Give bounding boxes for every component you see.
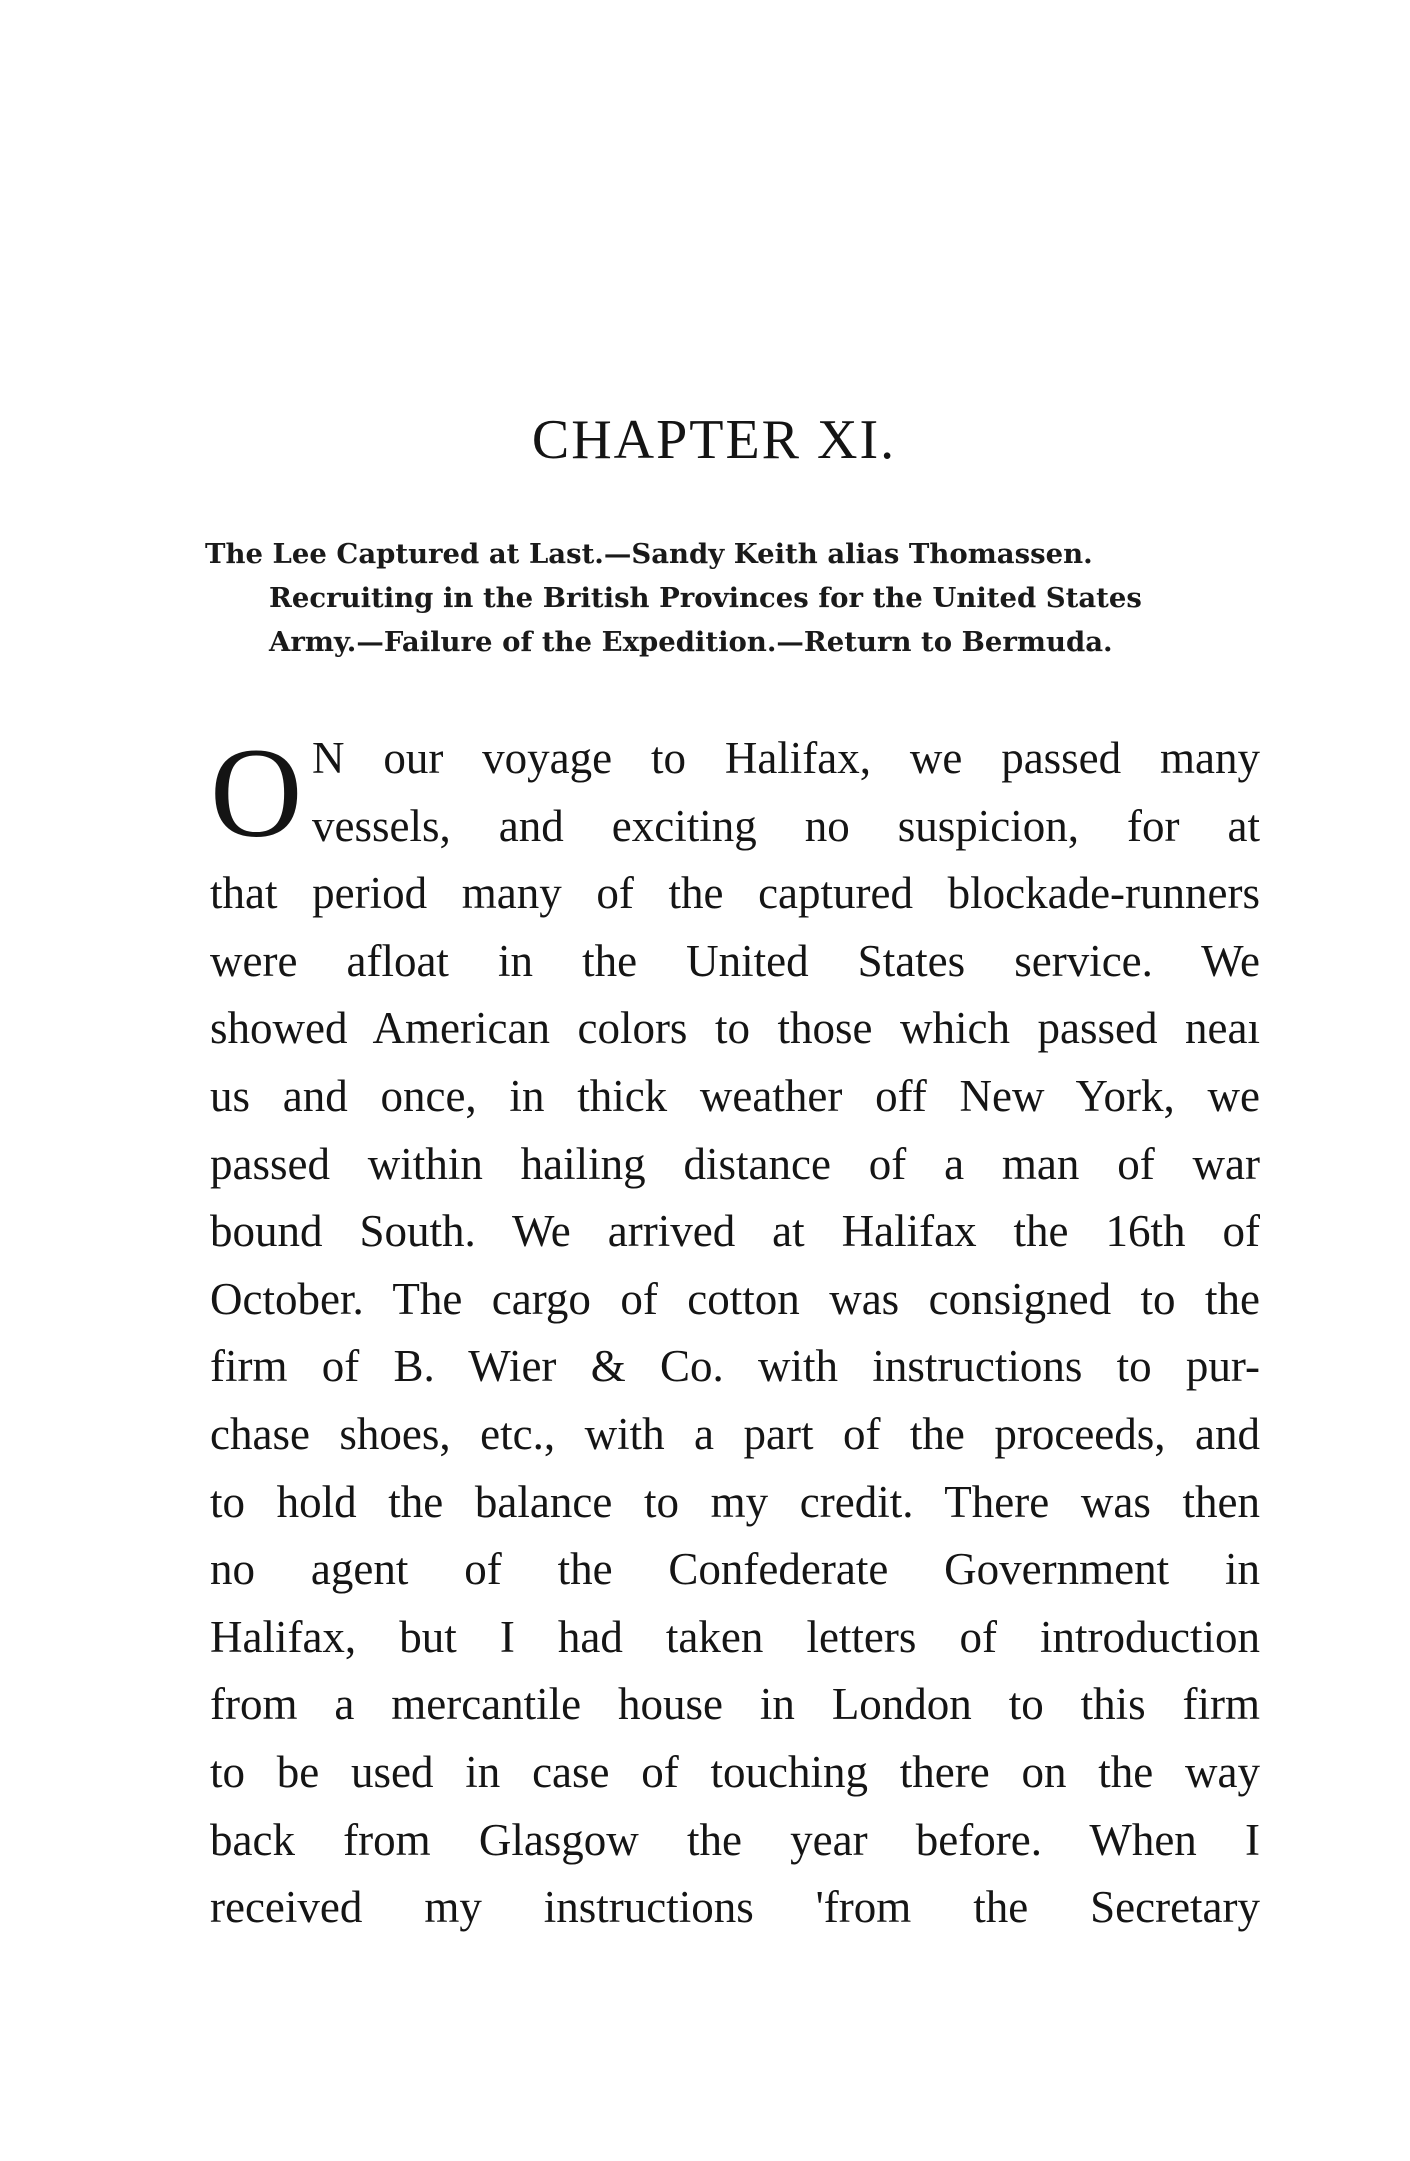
text-line: N our voyage to Halifax, we passed many [312, 733, 1260, 783]
text-line: showed American colors to those which passed neaı [210, 1003, 1260, 1054]
text-line: Halifax, but I had taken letters of introduction [210, 1611, 1260, 1662]
text-line: from a mercantile house in London to this firm [210, 1679, 1260, 1730]
opening-paragraph-start [210, 722, 1260, 864]
text-line: chase shoes, etc., with a part of the proceeds, and [210, 1408, 1260, 1459]
text-line: received my instructions 'from the Secretary [210, 1882, 1260, 1933]
text-line: passed within hailing distance of a man of war [210, 1138, 1260, 1189]
text-line: October. The cargo of cotton was consigned to the [210, 1273, 1260, 1324]
text-line: no agent of the Confederate Government in [210, 1544, 1260, 1595]
summary-line: Recruiting in the British Provinces for the United States [269, 582, 1142, 614]
summary-line: The Lee Captured at Last.—Sandy Keith alias Thomassen. [205, 538, 1093, 570]
text-line: us and once, in thick weather off New York, we [210, 1070, 1260, 1121]
text-line: were afloat in the United States service. We [210, 935, 1260, 986]
text-line: firm of B. Wier & Co. with instructions to pur- [210, 1341, 1260, 1392]
drop-cap: O [210, 722, 303, 864]
text-line: vessels, and exciting no suspicion, for at [312, 800, 1260, 851]
text-line: to be used in case of touching there on the way [210, 1746, 1260, 1797]
summary-line: Army.—Failure of the Expedition.—Return to Bermuda. [269, 626, 1113, 658]
text-line: back from Glasgow the year before. When I [210, 1814, 1260, 1865]
text-line: to hold the balance to my credit. There was then [210, 1476, 1260, 1527]
text-line: bound South. We arrived at Halifax the 16th of [210, 1206, 1260, 1257]
chapter-heading: CHAPTER XI. [531, 409, 897, 471]
text-line: that period many of the captured blockade-runners [210, 868, 1260, 919]
body-text [210, 722, 1260, 1942]
chapter-summary [205, 532, 1265, 664]
